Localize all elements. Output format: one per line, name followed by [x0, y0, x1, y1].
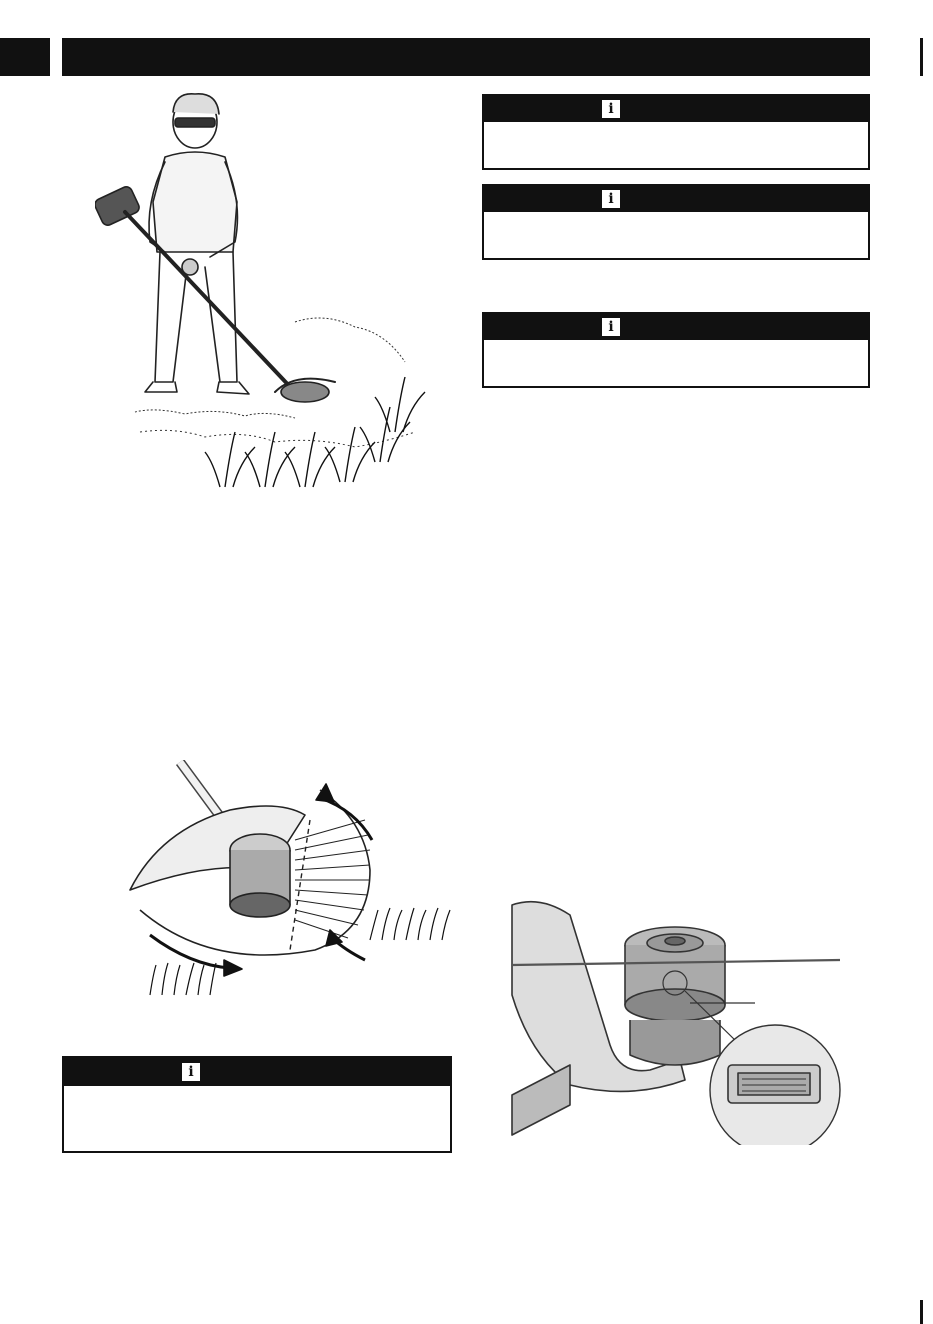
- info-notice-2: [482, 184, 870, 260]
- notice-text: [484, 340, 868, 386]
- info-icon: i: [182, 1063, 200, 1081]
- info-notice-3: [482, 312, 870, 388]
- notice-header: [64, 1058, 450, 1086]
- header-bar: [62, 38, 870, 76]
- cutting-direction-figure: [120, 760, 460, 1000]
- person-trimming-grass-illustration: [95, 92, 435, 497]
- notice-header: [484, 186, 868, 212]
- notice-text: [64, 1086, 450, 1151]
- info-icon: i: [602, 318, 620, 336]
- notice-header: [484, 314, 868, 340]
- edge-tick-bottom: [920, 1300, 923, 1324]
- operator-figure: [95, 92, 435, 497]
- notice-text: [484, 212, 868, 258]
- notice-text: [484, 122, 868, 168]
- trimmer-head-rotation-illustration: [120, 760, 460, 1000]
- page-tab: [0, 38, 50, 76]
- info-notice-4: [62, 1056, 452, 1153]
- spool-figure: [510, 895, 845, 1145]
- info-icon: i: [602, 190, 620, 208]
- notice-header: [484, 96, 868, 122]
- info-icon: i: [602, 100, 620, 118]
- trimmer-spool-detail-illustration: [510, 895, 845, 1145]
- info-notice-1: [482, 94, 870, 170]
- edge-tick-top: [920, 38, 923, 76]
